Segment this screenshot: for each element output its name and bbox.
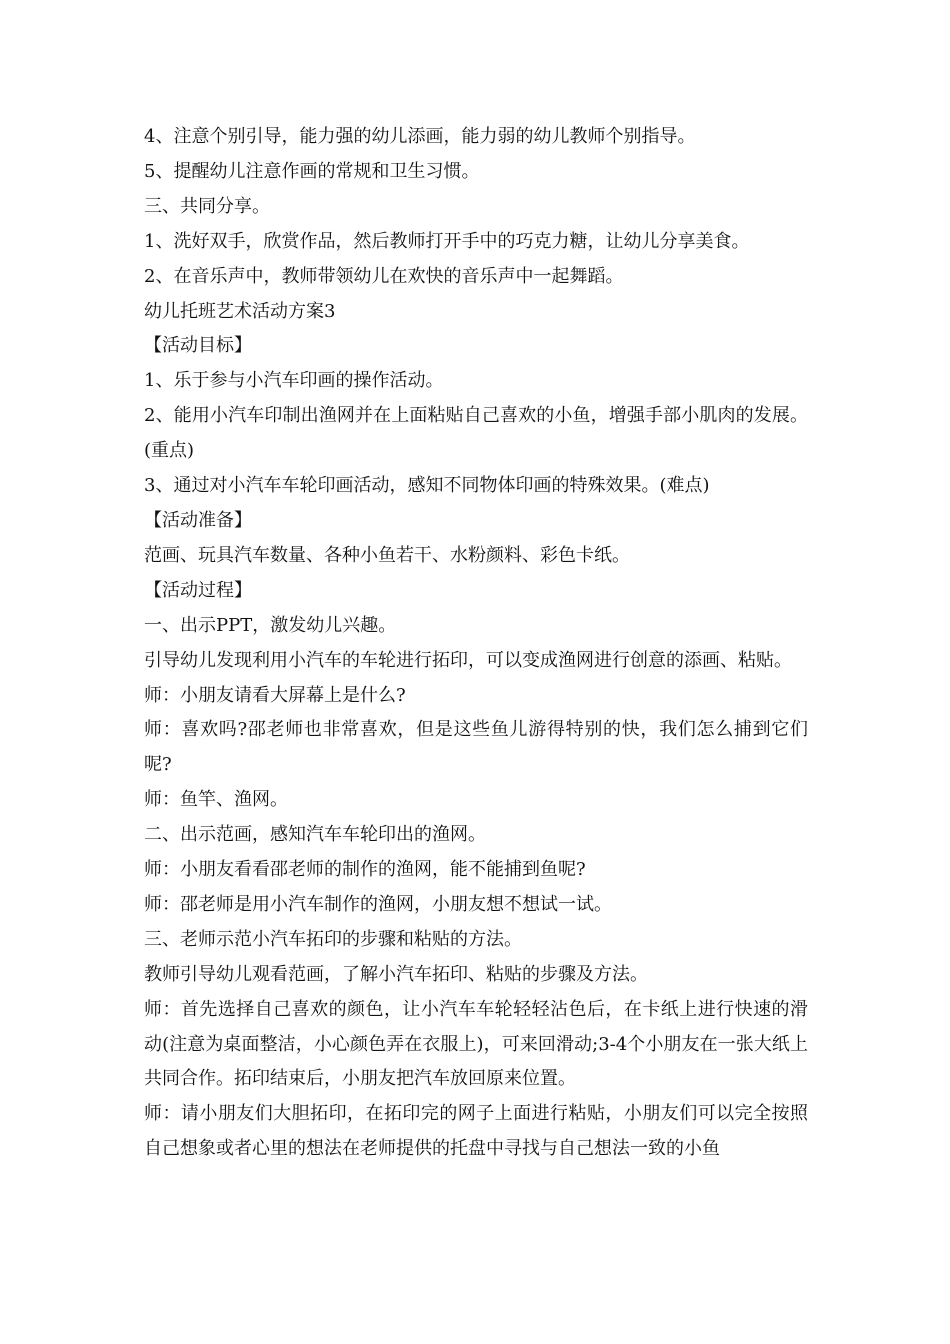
paragraph: 3、通过对小汽车车轮印画活动，感知不同物体印画的特殊效果。(难点) <box>144 475 710 497</box>
paragraph: 师：请小朋友们大胆拓印，在拓印完的网子上面进行粘贴，小朋友们可以完全按照自己想象或者心里的想法在老师提供的托盘中寻找与自己想法一致的小鱼 <box>144 1103 808 1160</box>
paragraph: 师：小朋友看看邵老师的制作的渔网，能不能捕到鱼呢? <box>144 859 586 881</box>
paragraph: 5、提醒幼儿注意作画的常规和卫生习惯。 <box>144 160 480 182</box>
section-heading: 【活动目标】 <box>144 335 252 357</box>
section-heading: 一、出示PPT，激发幼儿兴趣。 <box>144 614 397 636</box>
section-heading: 【活动过程】 <box>144 579 252 601</box>
section-heading: 二、出示范画，感知汽车车轮印出的渔网。 <box>144 824 486 846</box>
document-body <box>144 120 808 1167</box>
section-heading: 【活动准备】 <box>144 509 252 531</box>
paragraph: 教师引导幼儿观看范画，了解小汽车拓印、粘贴的步骤及方法。 <box>144 963 648 985</box>
paragraph: 引导幼儿发现利用小汽车的车轮进行拓印，可以变成渔网进行创意的添画、粘贴。 <box>144 649 792 671</box>
paragraph: 范画、玩具汽车数量、各种小鱼若干、水粉颜料、彩色卡纸。 <box>144 544 630 566</box>
paragraph: 4、注意个别引导，能力强的幼儿添画，能力弱的幼儿教师个别指导。 <box>144 126 696 147</box>
paragraph: 师：邵老师是用小汽车制作的渔网，小朋友想不想试一试。 <box>144 893 612 915</box>
document-title: 幼儿托班艺术活动方案3 <box>144 300 336 322</box>
paragraph: 2、在音乐声中，教师带领幼儿在欢快的音乐声中一起舞蹈。 <box>144 265 624 287</box>
paragraph: 1、乐于参与小汽车印画的操作活动。 <box>144 370 444 392</box>
section-heading: 三、共同分享。 <box>144 195 270 217</box>
paragraph: 师：鱼竿、渔网。 <box>144 789 288 811</box>
paragraph: 1、洗好双手，欣赏作品，然后教师打开手中的巧克力糖，让幼儿分享美食。 <box>144 230 750 252</box>
paragraph: 师：喜欢吗?邵老师也非常喜欢，但是这些鱼儿游得特别的快，我们怎么捕到它们呢? <box>144 719 808 776</box>
paragraph: 2、能用小汽车印制出渔网并在上面粘贴自己喜欢的小鱼，增强手部小肌肉的发展。(重点) <box>144 405 808 462</box>
paragraph: 师：首先选择自己喜欢的颜色，让小汽车车轮轻轻沾色后，在卡纸上进行快速的滑动(注意为桌面整洁，小心颜色弄在衣服上)，可来回滑动;3-4个小朋友在一张大纸上共同合作。拓印结束后，小朋友把汽车放回原来位置。 <box>144 998 808 1090</box>
section-heading: 三、老师示范小汽车拓印的步骤和粘贴的方法。 <box>144 928 522 950</box>
paragraph: 师：小朋友请看大屏幕上是什么? <box>144 684 406 706</box>
